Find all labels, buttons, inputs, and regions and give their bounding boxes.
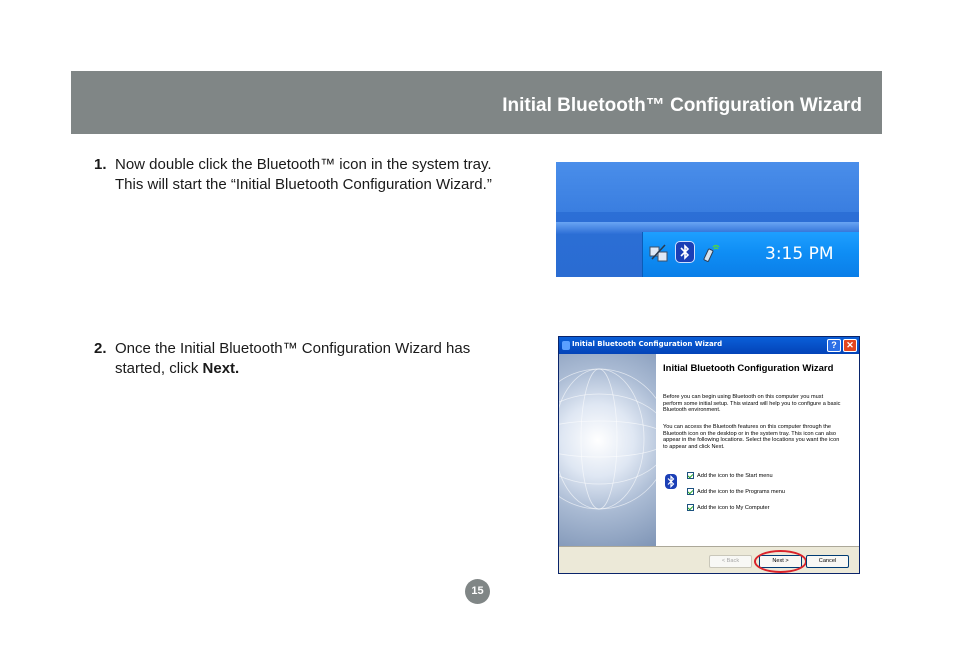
checkbox-label: Add the icon to the Start menu [697,472,773,479]
checkbox-checked-icon[interactable] [687,504,694,511]
wizard-heading: Initial Bluetooth Configuration Wizard [663,363,834,374]
step-1-text: Now double click the Bluetooth™ icon in the system tray. This will start the “Initial Bluetooth Configuration Wizard.” [115,156,492,193]
wizard-titlebar [559,337,859,354]
checkbox-programs-menu[interactable] [687,488,785,495]
bluetooth-icon [665,474,677,489]
checkbox-label: Add the icon to the Programs menu [697,488,785,495]
wizard-intro-text: Before you can begin using Bluetooth on this computer you must perform some initial setup. This wizard will help you to configure a basic Bluetooth environment. [663,394,841,414]
back-button[interactable]: < Back [709,555,752,568]
checkbox-start-menu[interactable] [687,472,773,479]
step-1 [94,155,494,195]
next-highlight-ring [754,550,807,573]
wizard-footer [559,546,859,574]
wizard-body [656,354,860,546]
checkbox-my-computer[interactable] [687,504,769,511]
tray-clock: 3:15 PM [765,244,834,264]
bluetooth-icon[interactable] [675,241,695,263]
page-number: 15 [465,579,490,604]
checkbox-label: Add the icon to My Computer [697,504,770,511]
wizard-window-title: Initial Bluetooth Configuration Wizard [572,340,723,348]
globe-banner [559,354,656,546]
wizard-locations-text: You can access the Bluetooth features on this computer through the Bluetooth icon on the desktop or in the system tray. This icon can also appear in the following locations. Select the locations you want the icon to appear and click Next. [663,424,840,450]
help-button[interactable]: ? [827,339,841,352]
desktop-band [556,162,859,212]
step-2 [94,339,494,379]
page-title: Initial Bluetooth™ Configuration Wizard [502,95,862,116]
step-2-next-word: Next. [202,360,240,377]
system-tray-screenshot [556,162,859,277]
step-2-number: 2. [94,340,107,357]
network-icon[interactable] [649,241,669,263]
system-tray [642,232,859,277]
step-2-text [115,339,494,379]
checkbox-checked-icon[interactable] [687,488,694,495]
cancel-button[interactable]: Cancel [806,555,849,568]
checkbox-checked-icon[interactable] [687,472,694,479]
header-bar [71,71,882,134]
wizard-screenshot [558,336,860,574]
bluetooth-app-icon [562,341,570,350]
next-button[interactable]: Next > [759,555,802,568]
close-button[interactable]: ✕ [843,339,857,352]
wireless-icon[interactable] [701,241,721,263]
step-1-number: 1. [94,156,107,173]
step-2-text-before: Once the Initial Bluetooth™ Configuration Wizard has started, click [115,340,471,377]
